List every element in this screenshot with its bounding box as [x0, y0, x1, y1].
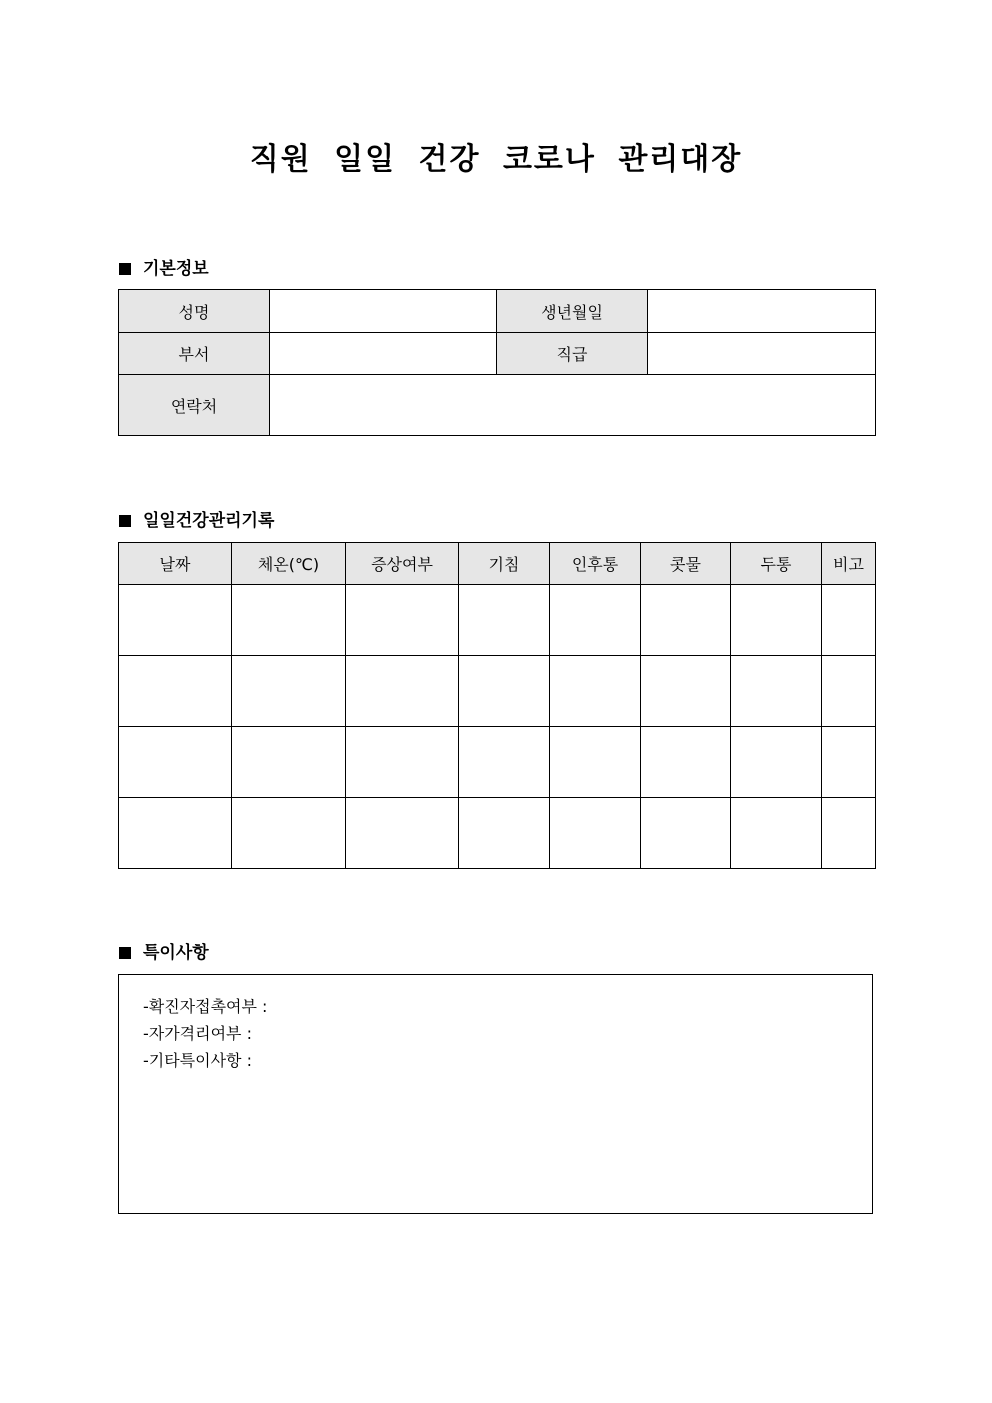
table-cell[interactable] [641, 585, 731, 656]
basic-info-table [118, 289, 876, 436]
table-cell[interactable] [641, 656, 731, 727]
table-row [119, 656, 876, 727]
table-cell[interactable] [459, 585, 550, 656]
square-bullet-icon [119, 263, 131, 275]
table-cell[interactable] [459, 727, 550, 798]
remarks-line-contact: -확진자접촉여부 : [143, 997, 268, 1016]
table-cell[interactable] [550, 585, 641, 656]
table-cell[interactable] [232, 656, 346, 727]
page-title: 직원 일일 건강 코로나 관리대장 [249, 142, 743, 177]
remarks-line-other: -기타특이사항 : [143, 1051, 252, 1070]
table-cell[interactable] [346, 656, 459, 727]
birth-label: 생년월일 [497, 290, 648, 333]
table-cell[interactable] [731, 798, 822, 869]
section-heading-remarks [119, 938, 209, 963]
table-cell[interactable] [119, 727, 232, 798]
table-cell[interactable] [346, 585, 459, 656]
table-cell[interactable] [822, 727, 876, 798]
table-cell[interactable] [822, 656, 876, 727]
table-cell[interactable] [459, 656, 550, 727]
table-cell[interactable] [346, 798, 459, 869]
table-cell[interactable] [550, 656, 641, 727]
remarks-box[interactable] [118, 974, 873, 1214]
table-cell[interactable] [731, 727, 822, 798]
table-cell[interactable] [731, 585, 822, 656]
column-header-cough: 기침 [459, 543, 550, 585]
table-cell[interactable] [232, 798, 346, 869]
department-label: 부서 [119, 333, 270, 375]
section-heading-basic-info [119, 254, 209, 279]
health-record-table [118, 542, 876, 869]
column-header-sore-throat: 인후통 [550, 543, 641, 585]
remarks-line-quarantine: -자가격리여부 : [143, 1024, 252, 1043]
table-cell[interactable] [822, 798, 876, 869]
column-header-note: 비고 [822, 543, 876, 585]
contact-cell[interactable] [270, 375, 876, 436]
position-cell[interactable] [648, 333, 876, 375]
section-title: 기본정보 [143, 259, 209, 279]
table-row [119, 585, 876, 656]
column-header-symptoms: 증상여부 [346, 543, 459, 585]
department-cell[interactable] [270, 333, 497, 375]
square-bullet-icon [119, 515, 131, 527]
name-label: 성명 [119, 290, 270, 333]
square-bullet-icon [119, 947, 131, 959]
column-header-temperature: 체온(℃) [232, 543, 346, 585]
section-heading-health-record [119, 506, 274, 531]
table-cell[interactable] [346, 727, 459, 798]
section-title: 특이사항 [143, 943, 209, 963]
table-cell[interactable] [641, 798, 731, 869]
section-title: 일일건강관리기록 [143, 511, 275, 531]
position-label: 직급 [497, 333, 648, 375]
contact-label: 연락처 [119, 375, 270, 436]
table-cell[interactable] [232, 727, 346, 798]
table-cell[interactable] [550, 727, 641, 798]
table-cell[interactable] [731, 656, 822, 727]
table-cell[interactable] [550, 798, 641, 869]
name-cell[interactable] [270, 290, 497, 333]
table-cell[interactable] [822, 585, 876, 656]
table-row [119, 727, 876, 798]
column-header-headache: 두통 [731, 543, 822, 585]
table-row [119, 798, 876, 869]
column-header-date: 날짜 [119, 543, 232, 585]
table-cell[interactable] [119, 656, 232, 727]
table-cell[interactable] [119, 798, 232, 869]
table-cell[interactable] [119, 585, 232, 656]
table-cell[interactable] [232, 585, 346, 656]
table-cell[interactable] [641, 727, 731, 798]
table-cell[interactable] [459, 798, 550, 869]
birth-cell[interactable] [648, 290, 876, 333]
column-header-runny-nose: 콧물 [641, 543, 731, 585]
